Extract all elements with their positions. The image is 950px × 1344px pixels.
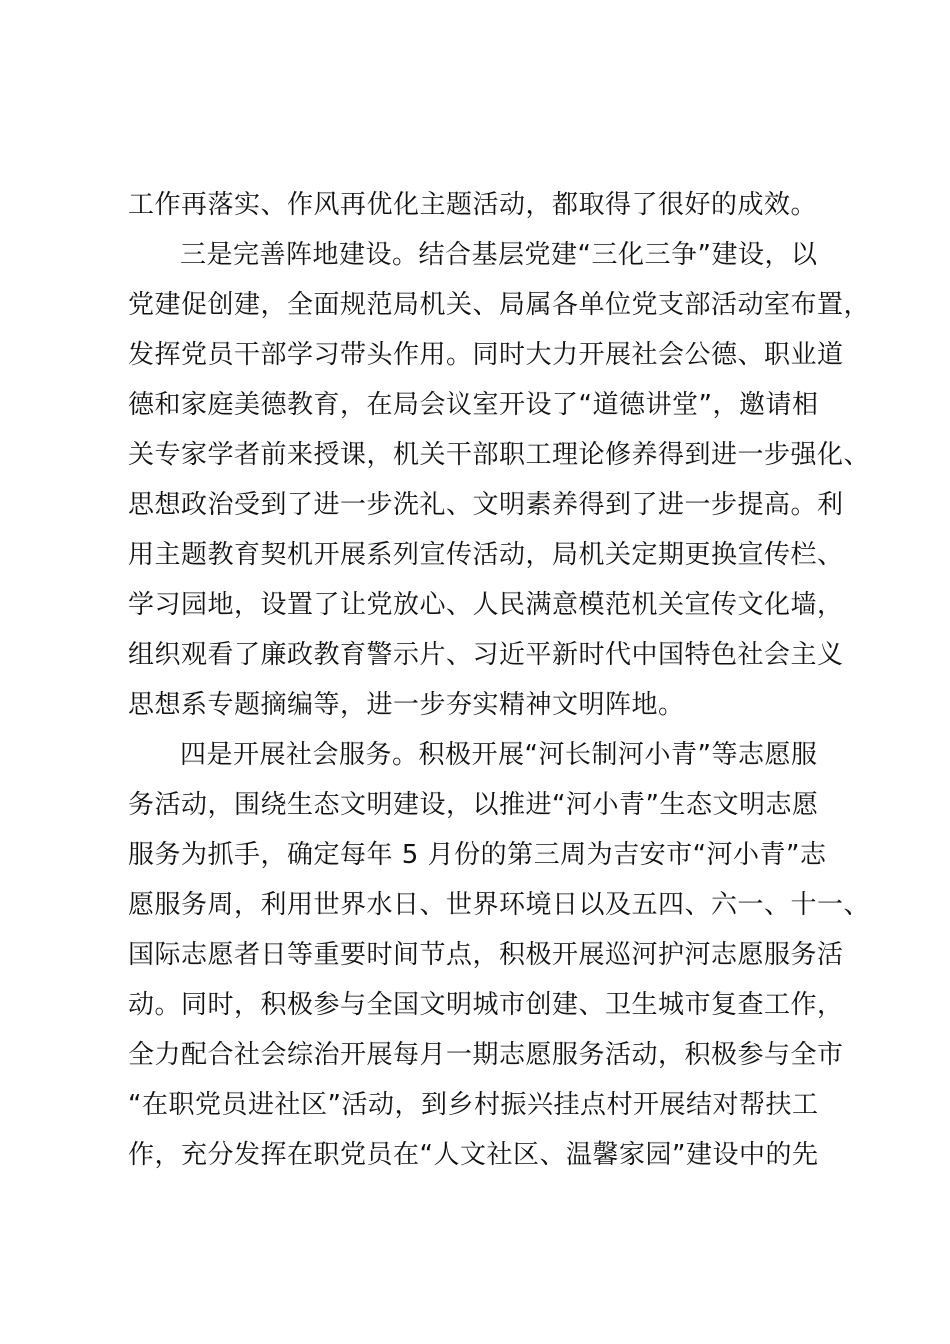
text-line: 发挥党员干部学习带头作用。同时大力开展社会公德、职业道 [128, 340, 844, 370]
text-line: 愿服务周，利用世界水日、世界环境日以及五四、六一、十一、 [128, 890, 871, 920]
text-line: 用主题教育契机开展系列宣传活动，局机关定期更换宣传栏、 [128, 540, 844, 570]
text-line: “在职党员进社区”活动，到乡村振兴挂点村开展结对帮扶工 [128, 1090, 819, 1120]
text-line: 务活动，围绕生态文明建设，以推进“河小青”生态文明志愿 [128, 790, 819, 820]
text-line: 动。同时，积极参与全国文明城市创建、卫生城市复查工作， [128, 990, 844, 1020]
text-line: 全力配合社会综治开展每月一期志愿服务活动，积极参与全市 [128, 1040, 844, 1070]
document-body [128, 180, 871, 1180]
text-line: 思想政治受到了进一步洗礼、文明素养得到了进一步提高。利 [128, 490, 844, 520]
text-line: 组织观看了廉政教育警示片、习近平新时代中国特色社会主义 [128, 640, 844, 670]
paragraph-start-line: 三是完善阵地建设。结合基层党建“三化三争”建设，以 [180, 240, 818, 270]
text-line: 德和家庭美德教育，在局会议室开设了“道德讲堂”，邀请相 [128, 390, 819, 420]
text-line: 作，充分发挥在职党员在“人文社区、温馨家园”建设中的先 [128, 1140, 819, 1170]
text-line: 学习园地，设置了让党放心、人民满意模范机关宣传文化墙， [128, 590, 844, 620]
text-line: 思想系专题摘编等，进一步夯实精神文明阵地。 [128, 690, 685, 720]
text-line: 国际志愿者日等重要时间节点，积极开展巡河护河志愿服务活 [128, 940, 844, 970]
text-line: 关专家学者前来授课，机关干部职工理论修养得到进一步强化、 [128, 440, 871, 470]
text-line: 服务为抓手，确定每年 5 月份的第三周为吉安市“河小青”志 [128, 840, 827, 870]
text-line: 党建促创建，全面规范局机关、局属各单位党支部活动室布置， [128, 290, 871, 320]
paragraph-start-line: 四是开展社会服务。积极开展“河长制河小青”等志愿服 [180, 740, 818, 770]
text-line: 工作再落实、作风再优化主题活动，都取得了很好的成效。 [128, 190, 818, 220]
